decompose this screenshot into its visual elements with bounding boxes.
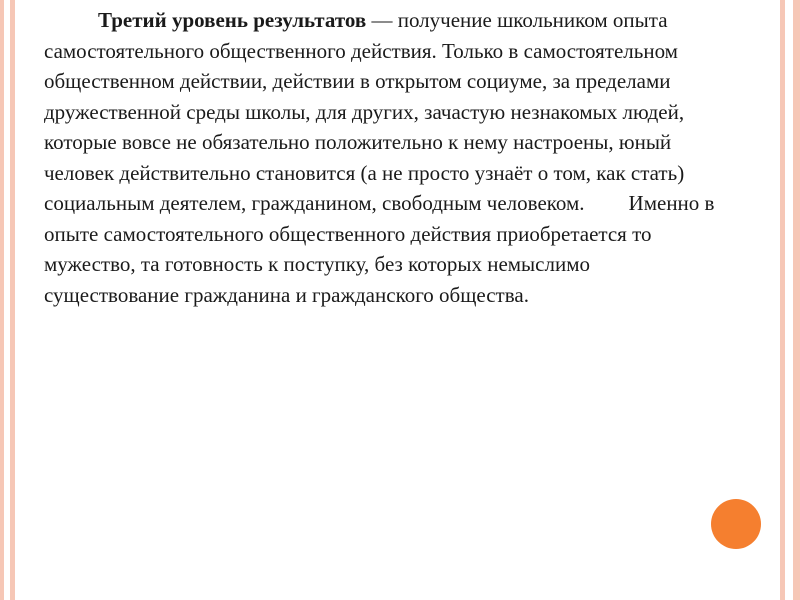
slide-body-text — [44, 5, 724, 310]
left-border-stripe-outer — [0, 0, 4, 600]
decorative-orange-circle — [711, 499, 761, 549]
left-border-stripe-inner — [10, 0, 15, 600]
sentence-two: Именно в опыте самостоятельного общественного действия приобретается то мужество, та готовность к поступку, без которых немыслимо существование гражданина и гражданского общества. — [44, 191, 715, 307]
lead-phrase: Третий уровень результатов — [98, 8, 367, 32]
right-border-stripe-outer — [793, 0, 800, 600]
sentence-one-rest: — получение школьником опыта самостоятельного общественного действия. Только в самостоятельном общественном действии, действии в открытом социуме, за пределами дружественной среды школы, для других, зачастую незнакомых людей, которые вовсе не обязательно положительно к нему настроены, юный человек действительно становится (а не просто узнаёт о том, как стать) социальным деятелем, гражданином, свободным человеком. — [44, 8, 685, 215]
right-border-stripe-inner — [780, 0, 785, 600]
